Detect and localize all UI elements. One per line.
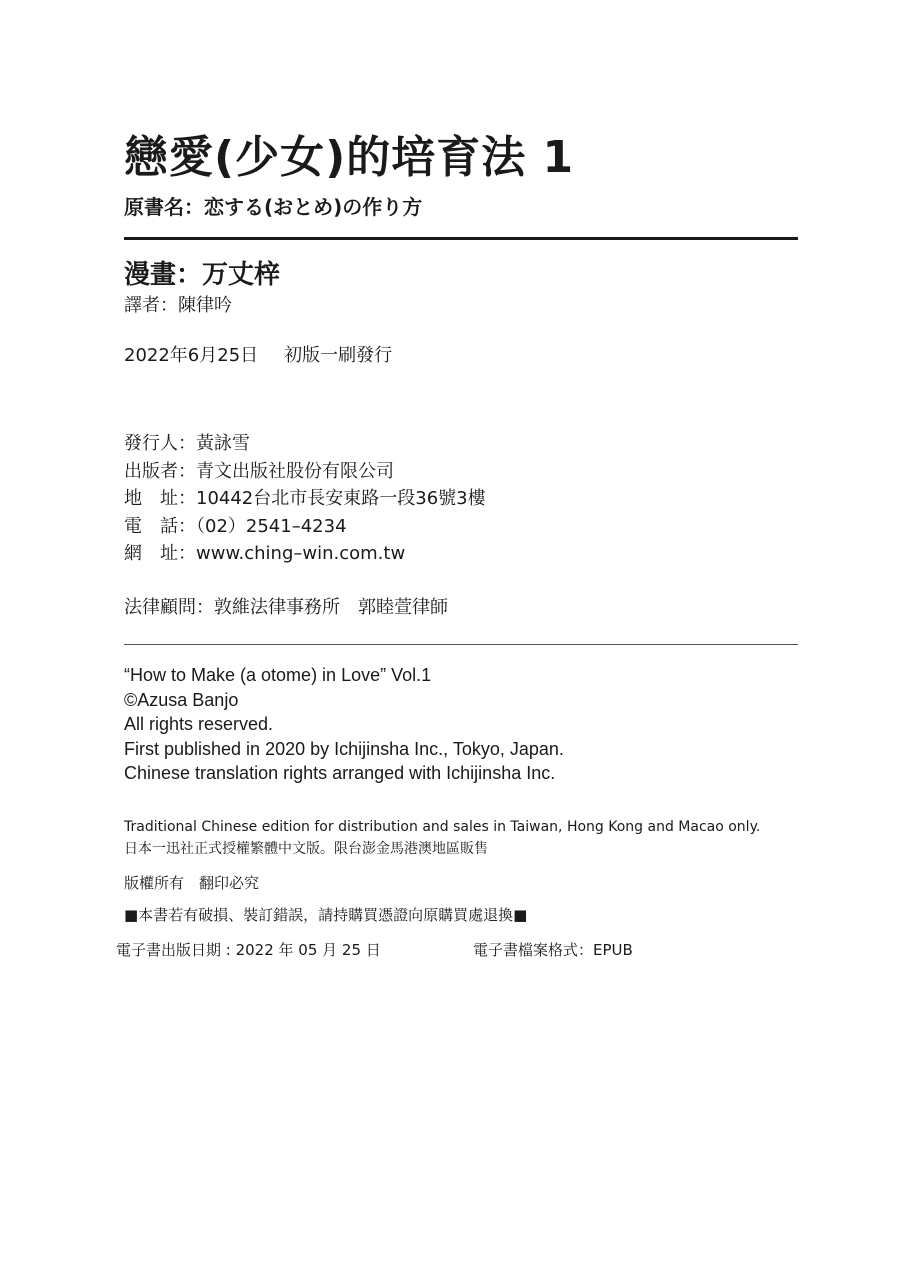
section-divider — [124, 644, 798, 645]
english-rights-line: ©Azusa Banjo — [124, 689, 239, 710]
distribution-line: Traditional Chinese edition for distribution and sales in Taiwan, Hong Kong and Macao only. — [124, 819, 761, 835]
english-rights-line: All rights reserved. — [124, 714, 274, 735]
legal-advisor: 法律顧問：敦維法律事務所 郭睦萱律師 — [124, 597, 448, 618]
edition-line — [124, 342, 392, 370]
english-rights-line: First published in 2020 by Ichijinsha Inc., Tokyo, Japan. — [124, 738, 564, 759]
english-rights — [124, 663, 564, 786]
publisher-info-line: 出版者：青文出版社股份有限公司 — [124, 460, 394, 482]
publisher-info-line: 電 話：（02）2541–4234 — [124, 515, 347, 537]
english-rights-line: Chinese translation rights arranged with Ichijinsha Inc. — [124, 763, 556, 784]
edition-date: 2022年6月25日 — [124, 345, 259, 366]
publisher-info-line: 地 址：10442台北市長安東路一段36號3樓 — [124, 488, 486, 510]
ebook-publish-date: 電子書出版日期 : 2022 年 05 月 25 日 — [116, 941, 381, 959]
book-title: 戀愛(少女)的培育法 1 — [124, 132, 575, 183]
distribution-line: 日本一迅社正式授權繁體中文版。限台澎金馬港澳地區販售 — [124, 841, 488, 857]
edition-printing: 初版一刷發行 — [284, 345, 393, 366]
distribution-notice — [124, 816, 760, 860]
translator-credit: 譯者：陳律吟 — [124, 295, 232, 316]
english-rights-line: “How to Make (a otome) in Love” Vol.1 — [124, 665, 432, 685]
original-title: 原書名：恋する(おとめ)の作り方 — [124, 195, 423, 219]
publisher-info — [124, 430, 486, 568]
publisher-info-line: 網 址：www.ching–win.com.tw — [124, 543, 406, 565]
title-divider — [124, 237, 798, 240]
publisher-info-line: 發行人：黃詠雪 — [124, 433, 250, 454]
return-notice: ■本書若有破損、裝訂錯誤，請持購買憑證向原購買處退換■ — [124, 906, 528, 924]
artist-credit: 漫畫：万丈梓 — [124, 260, 281, 290]
copyright-notice: 版權所有 翻印必究 — [124, 874, 260, 892]
ebook-format: 電子書檔案格式：EPUB — [473, 941, 633, 959]
